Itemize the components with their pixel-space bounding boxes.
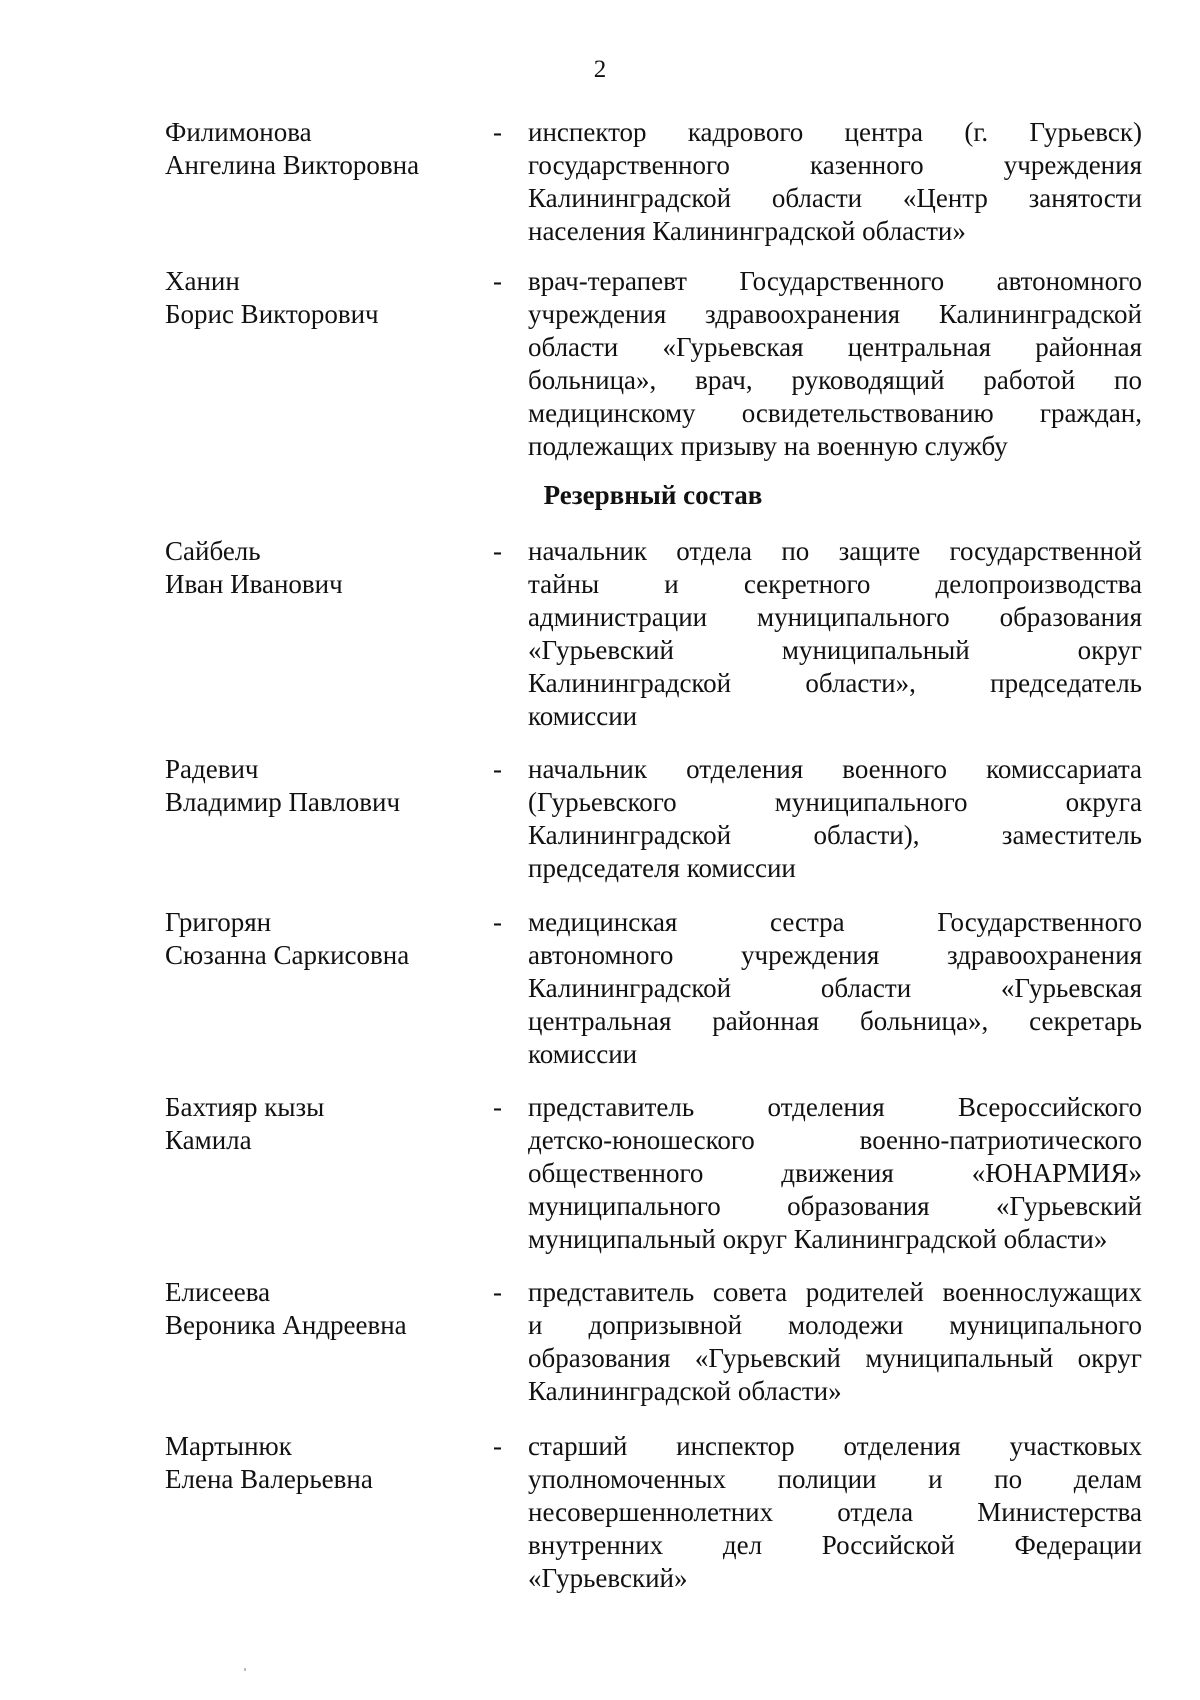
member-surname: Ханин <box>165 266 240 296</box>
position-line: администрации муниципального образования <box>528 602 1142 632</box>
position-line: муниципальный округ Калининградской области» <box>528 1224 1108 1254</box>
member-position <box>528 116 1142 248</box>
position-line: председателя комиссии <box>528 853 796 883</box>
member-surname: Радевич <box>165 754 259 784</box>
position-line: Калининградской области», председатель <box>528 668 1142 698</box>
page-number: 2 <box>593 56 607 83</box>
position-line: Калининградской области), заместитель <box>528 820 1142 850</box>
member-given-name: Ангелина Викторовна <box>165 150 420 180</box>
dash-separator: - <box>493 1431 502 1461</box>
member-position <box>528 1430 1142 1595</box>
member-name <box>165 753 475 819</box>
member-surname: Мартынюк <box>165 1431 292 1461</box>
position-line: учреждения здравоохранения Калининградской <box>528 299 1142 329</box>
position-line: больница», врач, руководящий работой по <box>528 365 1142 395</box>
member-given-name: Иван Иванович <box>165 569 343 599</box>
position-line: медицинская сестра Государственного <box>528 907 1142 937</box>
position-line: тайны и секретного делопроизводства <box>528 569 1142 599</box>
dash-separator: - <box>493 1092 502 1122</box>
position-line: общественного движения «ЮНАРМИЯ» <box>528 1158 1142 1188</box>
position-line: Калининградской области «Центр занятости <box>528 183 1142 213</box>
position-line: (Гурьевского муниципального округа <box>528 787 1142 817</box>
member-surname: Григорян <box>165 907 272 937</box>
member-name <box>165 1430 475 1496</box>
member-name <box>165 1091 475 1157</box>
member-given-name: Владимир Павлович <box>165 787 401 817</box>
position-line: центральная районная больница», секретарь <box>528 1006 1142 1036</box>
position-line: области «Гурьевская центральная районная <box>528 332 1142 362</box>
dash-separator: - <box>493 1277 502 1307</box>
position-line: уполномоченных полиции и по делам <box>528 1464 1142 1494</box>
position-line: Калининградской области «Гурьевская <box>528 973 1142 1003</box>
position-line: «Гурьевский муниципальный округ <box>528 635 1142 665</box>
member-position <box>528 906 1142 1071</box>
position-line: начальник отдела по защите государственной <box>528 536 1142 566</box>
member-position <box>528 535 1142 733</box>
position-line: внутренних дел Российской Федерации <box>528 1530 1142 1560</box>
position-line: старший инспектор отделения участковых <box>528 1431 1142 1461</box>
position-line: образования «Гурьевский муниципальный округ <box>528 1343 1142 1373</box>
member-given-name: Вероника Андреевна <box>165 1310 407 1340</box>
position-line: «Гурьевский» <box>528 1563 688 1593</box>
position-line: начальник отделения военного комиссариата <box>528 754 1142 784</box>
position-line: комиссии <box>528 701 638 731</box>
reserve-section-title: Резервный состав <box>543 480 763 510</box>
dash-separator: - <box>493 754 502 784</box>
position-line: медицинскому освидетельствованию граждан, <box>528 398 1142 428</box>
position-line: врач-терапевт Государственного автономного <box>528 266 1142 296</box>
dash-separator: - <box>493 536 502 566</box>
dash-separator: - <box>493 907 502 937</box>
member-name <box>165 906 475 972</box>
position-line: инспектор кадрового центра (г. Гурьевск) <box>528 117 1142 147</box>
position-line: несовершеннолетних отдела Министерства <box>528 1497 1142 1527</box>
member-given-name: Елена Валерьевна <box>165 1464 373 1494</box>
position-line: населения Калининградской области» <box>528 216 966 246</box>
position-line: Калининградской области» <box>528 1376 842 1406</box>
member-position <box>528 1091 1142 1256</box>
position-line: представитель совета родителей военнослужащих <box>528 1277 1142 1307</box>
member-surname: Елисеева <box>165 1277 271 1307</box>
scan-artifact <box>244 1668 246 1671</box>
member-position <box>528 753 1142 885</box>
member-name <box>165 535 475 601</box>
position-line: представитель отделения Всероссийского <box>528 1092 1142 1122</box>
member-given-name: Сюзанна Саркисовна <box>165 940 410 970</box>
position-line: государственного казенного учреждения <box>528 150 1142 180</box>
member-position <box>528 265 1142 463</box>
dash-separator: - <box>493 117 502 147</box>
position-line: и допризывной молодежи муниципального <box>528 1310 1142 1340</box>
position-line: подлежащих призыву на военную службу <box>528 431 1008 461</box>
member-position <box>528 1276 1142 1408</box>
member-surname: Филимонова <box>165 117 312 147</box>
member-name <box>165 265 475 331</box>
member-surname: Бахтияр кызы <box>165 1092 325 1122</box>
member-given-name: Камила <box>165 1125 252 1155</box>
dash-separator: - <box>493 266 502 296</box>
position-line: детско-юношеского военно-патриотического <box>528 1125 1142 1155</box>
member-name <box>165 116 475 182</box>
position-line: муниципального образования «Гурьевский <box>528 1191 1142 1221</box>
position-line: комиссии <box>528 1039 638 1069</box>
member-given-name: Борис Викторович <box>165 299 379 329</box>
member-name <box>165 1276 475 1342</box>
position-line: автономного учреждения здравоохранения <box>528 940 1142 970</box>
member-surname: Сайбель <box>165 536 261 566</box>
